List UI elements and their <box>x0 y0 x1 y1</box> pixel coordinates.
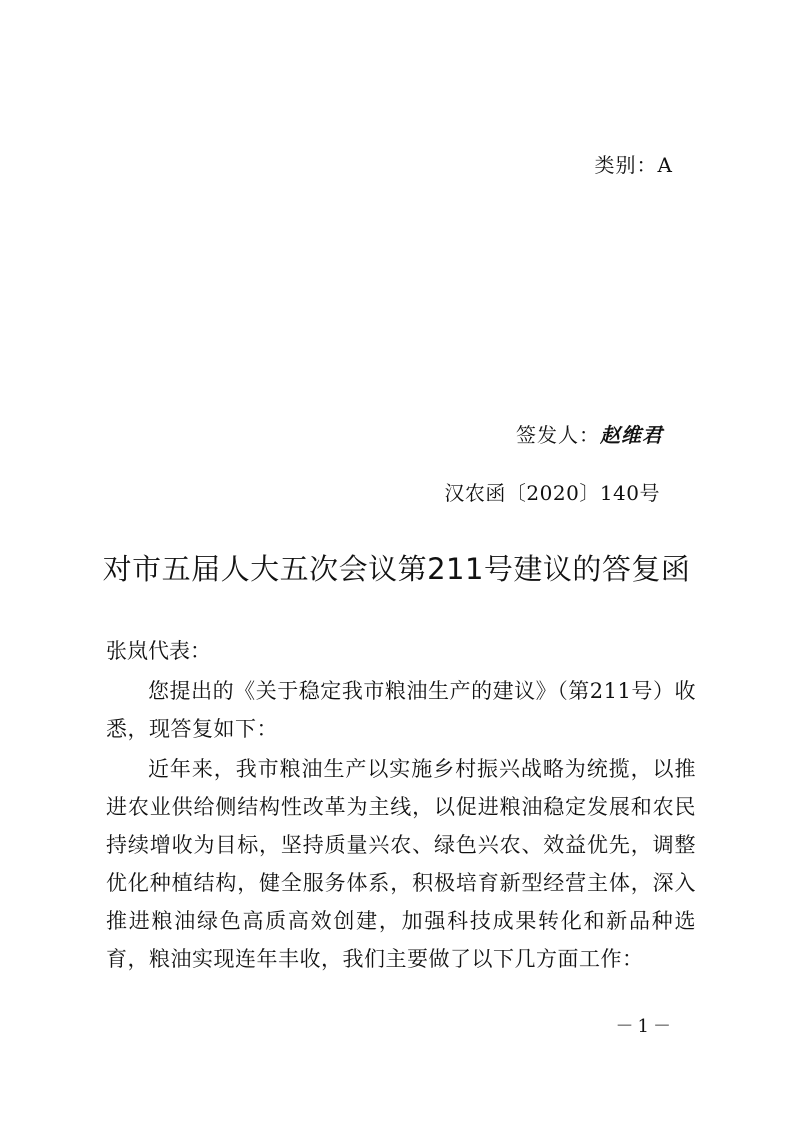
document-category: 类别：A <box>594 153 673 177</box>
body-paragraph-1: 您提出的《关于稳定我市粮油生产的建议》（第211号）收悉，现答复如下： <box>106 679 696 741</box>
signer-label: 签发人： <box>516 423 600 447</box>
signer-line <box>516 420 663 450</box>
page-number: －1－ <box>615 1016 675 1037</box>
document-title: 对市五届人大五次会议第211号建议的答复函 <box>102 552 691 586</box>
document-number: 汉农函〔2020〕140号 <box>444 481 660 505</box>
document-body <box>106 632 696 980</box>
salutation: 张岚代表： <box>106 639 211 663</box>
body-paragraph-2: 近年来，我市粮油生产以实施乡村振兴战略为统揽，以推进农业供给侧结构性改革为主线，以促进粮油稳定发展和农民持续增收为目标，坚持质量兴农、绿色兴农、效益优先，调整优化种植结构，健全服务体系，积极培育新型经营主体，深入推进粮油绿色高质高效创建，加强科技成果转化和新品种选育，粮油实现连年丰收，我们主要做了以下几方面工作： <box>106 757 696 971</box>
signer-name: 赵维君 <box>600 423 663 447</box>
